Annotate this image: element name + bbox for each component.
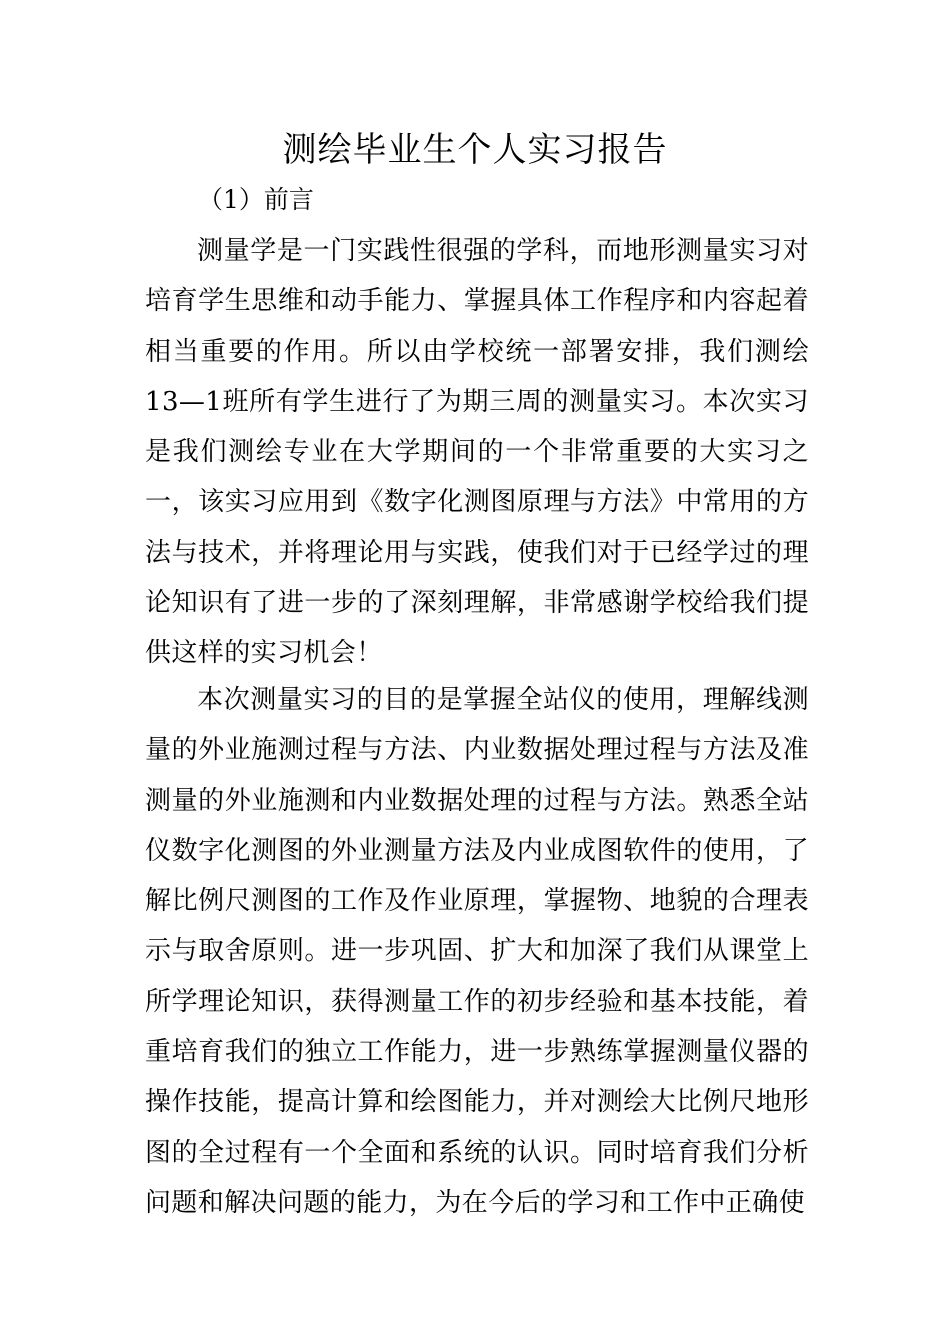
section-heading: （1）前言: [198, 185, 314, 214]
paragraph: 本次测量实习的目的是掌握全站仪的使用，理解线测量的外业施测过程与方法、内业数据处理过程与方法及准测量的外业施测和内业数据处理的过程与方法。熟悉全站仪数字化测图的外业测量方法及内业成图软件的使用，了解比例尺测图的工作及作业原理，掌握物、地貌的合理表示与取舍原则。进一步巩固、扩大和加深了我们从课堂上所学理论知识，获得测量工作的初步经验和基本技能，着重培育我们的独立工作能力，进一步熟练掌握测量仪器的操作技能，提高计算和绘图能力，并对测绘大比例尺地形图的全过程有一个全面和系统的认识。同时培育我们分析问题和解决问题的能力，为在今后的学习和工作中正确使: [145, 685, 809, 1218]
document-title: 测绘毕业生个人实习报告: [282, 130, 668, 170]
paragraph: 测量学是一门实践性很强的学科，而地形测量实习对培育学生思维和动手能力、掌握具体工作程序和内容起着相当重要的作用。所以由学校统一部署安排，我们测绘13—1班所有学生进行了为期三周的测量实习。本次实习是我们测绘专业在大学期间的一个非常重要的大实习之一，该实习应用到《数字化测图原理与方法》中常用的方法与技术，并将理论用与实践，使我们对于已经学过的理论知识有了进一步的了深刻理解，非常感谢学校给我们提供这样的实习机会！: [145, 236, 809, 669]
